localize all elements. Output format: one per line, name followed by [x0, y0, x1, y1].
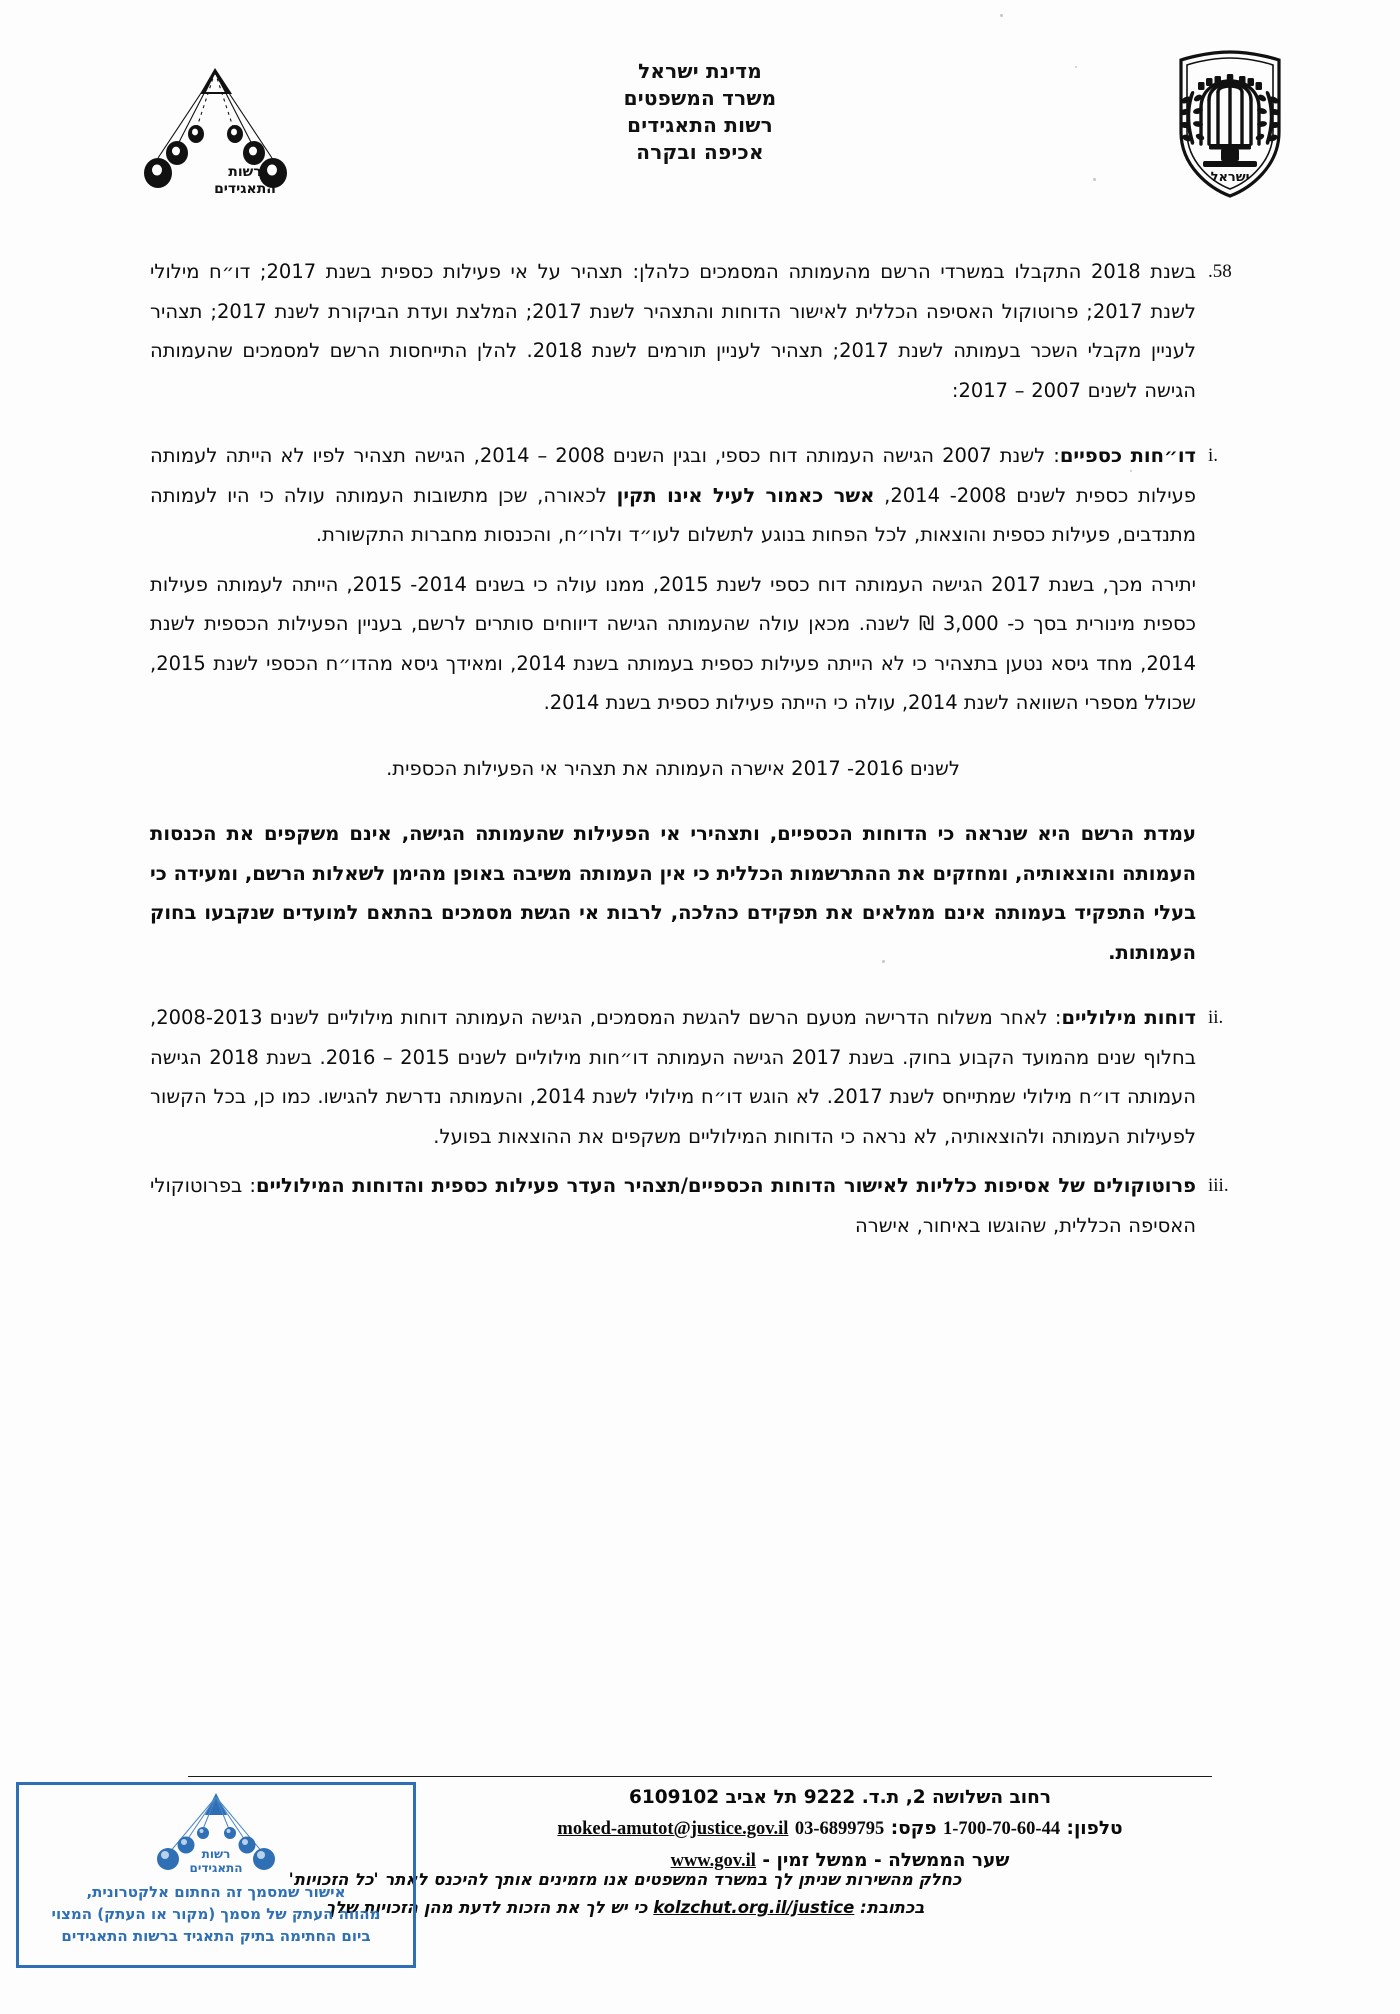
stamp-logo-label	[156, 1847, 276, 1875]
footer-kolzchut-link[interactable]: kolzchut.org.il/justice	[653, 1898, 855, 1917]
sub-item-iii-text	[150, 1166, 1196, 1245]
ministry-line-2: משרד המשפטים	[623, 86, 777, 110]
footer-fax-label: פקס:	[890, 1818, 937, 1839]
sub-item-i-marker: i.	[1208, 445, 1219, 466]
footer-portal-label: שער הממשלה - ממשל זמין -	[762, 1850, 1010, 1871]
sub-item-i	[150, 436, 1250, 555]
stamp-text-block	[23, 1881, 409, 1947]
ministry-line-4: אכיפה ובקרה	[636, 140, 764, 164]
sub-item-ii-text-a: : לאחר משלוח הדרישה מטעם הרשם להגשת המסמכים, הגישה העמותה דוחות מילוליים לשנים 2008-2013, בחלוף שנים מהמועד הקבוע בחוק. בשנת 2017 הגישה העמותה דו״חות מילוליים לשנים 2015 – 2016. בשנת 2018 הגישה העמותה דו״ח מילולי שמתייחס לשנת 2017. לא הוגש דו״ח מילולי לשנת 2014, והעמותה נדרשת להגישו. כמו כן, בכל הקשור לפעילות העמותה ולהוצאותיה, לא נראה כי הדוחות המילוליים משקפים את ההוצאות בפועל.	[150, 1006, 1197, 1148]
footer-contact-line	[430, 1813, 1250, 1845]
footer-service-note: כחלק מהשירות שניתן לך במשרד המשפטים אנו מזמינים אותך להיכנס לאתר 'כל הזכויות'	[288, 1870, 962, 1889]
electronic-signature-stamp	[16, 1782, 416, 1968]
stamp-logo-line1: רשות	[201, 1847, 231, 1861]
footer-website-link[interactable]: www.gov.il	[670, 1851, 756, 1871]
paragraph-58-marker: .58	[1208, 261, 1232, 282]
footer-phone-label: טלפון:	[1066, 1818, 1123, 1839]
sub-item-i-paragraph-2: יתירה מכך, בשנת 2017 הגישה העמותה דוח כספי לשנת 2015, ממנו עולה כי בשנים 2014- 2015, הייתה לעמותה פעילות כספית מינורית בסך כ- 3,000 ₪ לשנה. מכאן עולה שהעמותה הגישה דיווחים סותרים לרשם, בעניין הפעילות הכספית לשנת 2014, מחד גיסא נטען בתצהיר כי לא הייתה פעילות כספית בעמותה בשנת 2014, ומאידך גיסא מהדו״ח הכספי לשנת 2015, שכולל מספרי השוואה לשנת 2014, עולה כי הייתה פעילות כספית בשנת 2014.	[150, 572, 1197, 714]
sub-item-iii-lead: פרוטוקולים של אסיפות כלליות לאישור הדוחות הכספיים/תצהיר העדר פעילות כספית והדוחות המילוליים	[256, 1174, 1196, 1197]
emblem-caption: ישראל	[1210, 170, 1250, 185]
sub-item-iii	[150, 1166, 1250, 1245]
paragraph-58-text: בשנת 2018 התקבלו במשרדי הרשם מהעמותה המסמכים כלהלן: תצהיר על אי פעילות כספית בשנת 2017; דו״ח מילולי לשנת 2017; פרוטוקול האסיפה הכללית לאישור הדוחות והתצהיר לשנת 2017; המלצת ועדת הביקורת לשנת 2017; תצהיר לעניין מקבלי השכר בעמותה לשנת 2017; תצהיר לעניין תורמים לשנת 2018. להלן התייחסות הרשם למסמכים שהעמותה הגישה לשנים 2007 – 2017:	[150, 260, 1196, 402]
ministry-line-1: מדינת ישראל	[638, 59, 762, 83]
sub-item-ii-lead: דוחות מילוליים	[1061, 1006, 1196, 1029]
sub-item-i-bold-mid: אשר כאמור לעיל אינו תקין	[616, 483, 875, 507]
document-footer	[430, 1782, 1250, 1877]
paragraph-58	[150, 252, 1250, 410]
footer-portal-line	[430, 1845, 1250, 1877]
sub-item-i-centered-note: לשנים 2016- 2017 אישרה העמותה את תצהיר אי הפעילות הכספית.	[386, 756, 960, 780]
sub-item-i-text-b: לכאורה, שכן מתשובות העמותה עולה כי היו לעמותה מתנדבים, פעילות כספית והוצאות, לכל הפחות בנוגע לתשלום לעו״ד ולרו״ח, והכנסות מחברות התקשורת.	[150, 483, 1196, 546]
sub-item-ii	[150, 998, 1250, 1156]
sub-item-iii-text-a: : בפרוטוקולי האסיפה הכללית, שהוגשו באיחור, אישרה	[150, 1174, 1196, 1237]
scan-speck	[1000, 14, 1003, 17]
stamp-line-2: מהווה העתק של מסמך (מקור או העתק) המצוי	[51, 1905, 381, 1923]
stamp-line-1: אישור שמסמך זה החתום אלקטרונית,	[86, 1883, 346, 1901]
footer-phone-number: 1-700-70-60-44	[942, 1819, 1061, 1839]
footer-fax-number: 03-6899795	[794, 1819, 885, 1839]
sub-item-i-text	[150, 436, 1196, 555]
corp-logo-line1: רשות	[228, 164, 262, 180]
footer-service-note-tail: כי יש לך את הזכות לדעת מהן הזכויות שלך	[325, 1898, 648, 1917]
corp-logo-line2: התאגידים	[214, 181, 276, 197]
sub-item-ii-text	[150, 998, 1196, 1156]
stamp-line-3: ביום החתימה בתיק התאגיד ברשות התאגידים	[61, 1927, 371, 1945]
ministry-line-3: רשות התאגידים	[627, 113, 773, 137]
footer-address: רחוב השלושה 2, ת.ד. 9222 תל אביב 6109102	[629, 1787, 1051, 1808]
footer-email-link[interactable]: moked-amutot@justice.gov.il	[557, 1819, 789, 1839]
sub-item-i-registrar-position: עמדת הרשם היא שנראה כי הדוחות הכספיים, ותצהירי אי הפעילות שהעמותה הגישה, אינם משקפים את הכנסות העמותה והוצאותיה, ומחזקים את ההתרשמות הכללית כי אין העמותה משיבה באופן מהימן לשאלות הרשם, ומעידה כי בעלי התפקיד בעמותה אינם ממלאים את תפקידם כהלכה, לרבות אי הגשת מסמכים בהתאם למועדים שנקבעו בחוק העמותות.	[150, 822, 1196, 964]
sub-item-i-lead: דו״חות כספיים	[1059, 444, 1197, 467]
state-emblem-icon	[1165, 48, 1295, 200]
document-header	[0, 38, 1400, 198]
footer-address-label: בכתובת:	[860, 1898, 925, 1917]
sub-item-i-text-a: : לשנת 2007 הגישה העמותה דוח כספי, ובגין השנים 2008 – 2014, הגישה תצהיר לפיו לא הייתה לעמותה פעילות כספית לשנים 2008- 2014,	[150, 444, 1196, 507]
sub-item-ii-marker: ii.	[1208, 1007, 1224, 1028]
sub-item-iii-marker: iii.	[1208, 1175, 1229, 1196]
document-body	[150, 252, 1250, 1255]
corporations-authority-logo-label	[140, 164, 350, 198]
footer-divider	[188, 1776, 1212, 1777]
stamp-logo-line2: התאגידים	[189, 1861, 243, 1875]
